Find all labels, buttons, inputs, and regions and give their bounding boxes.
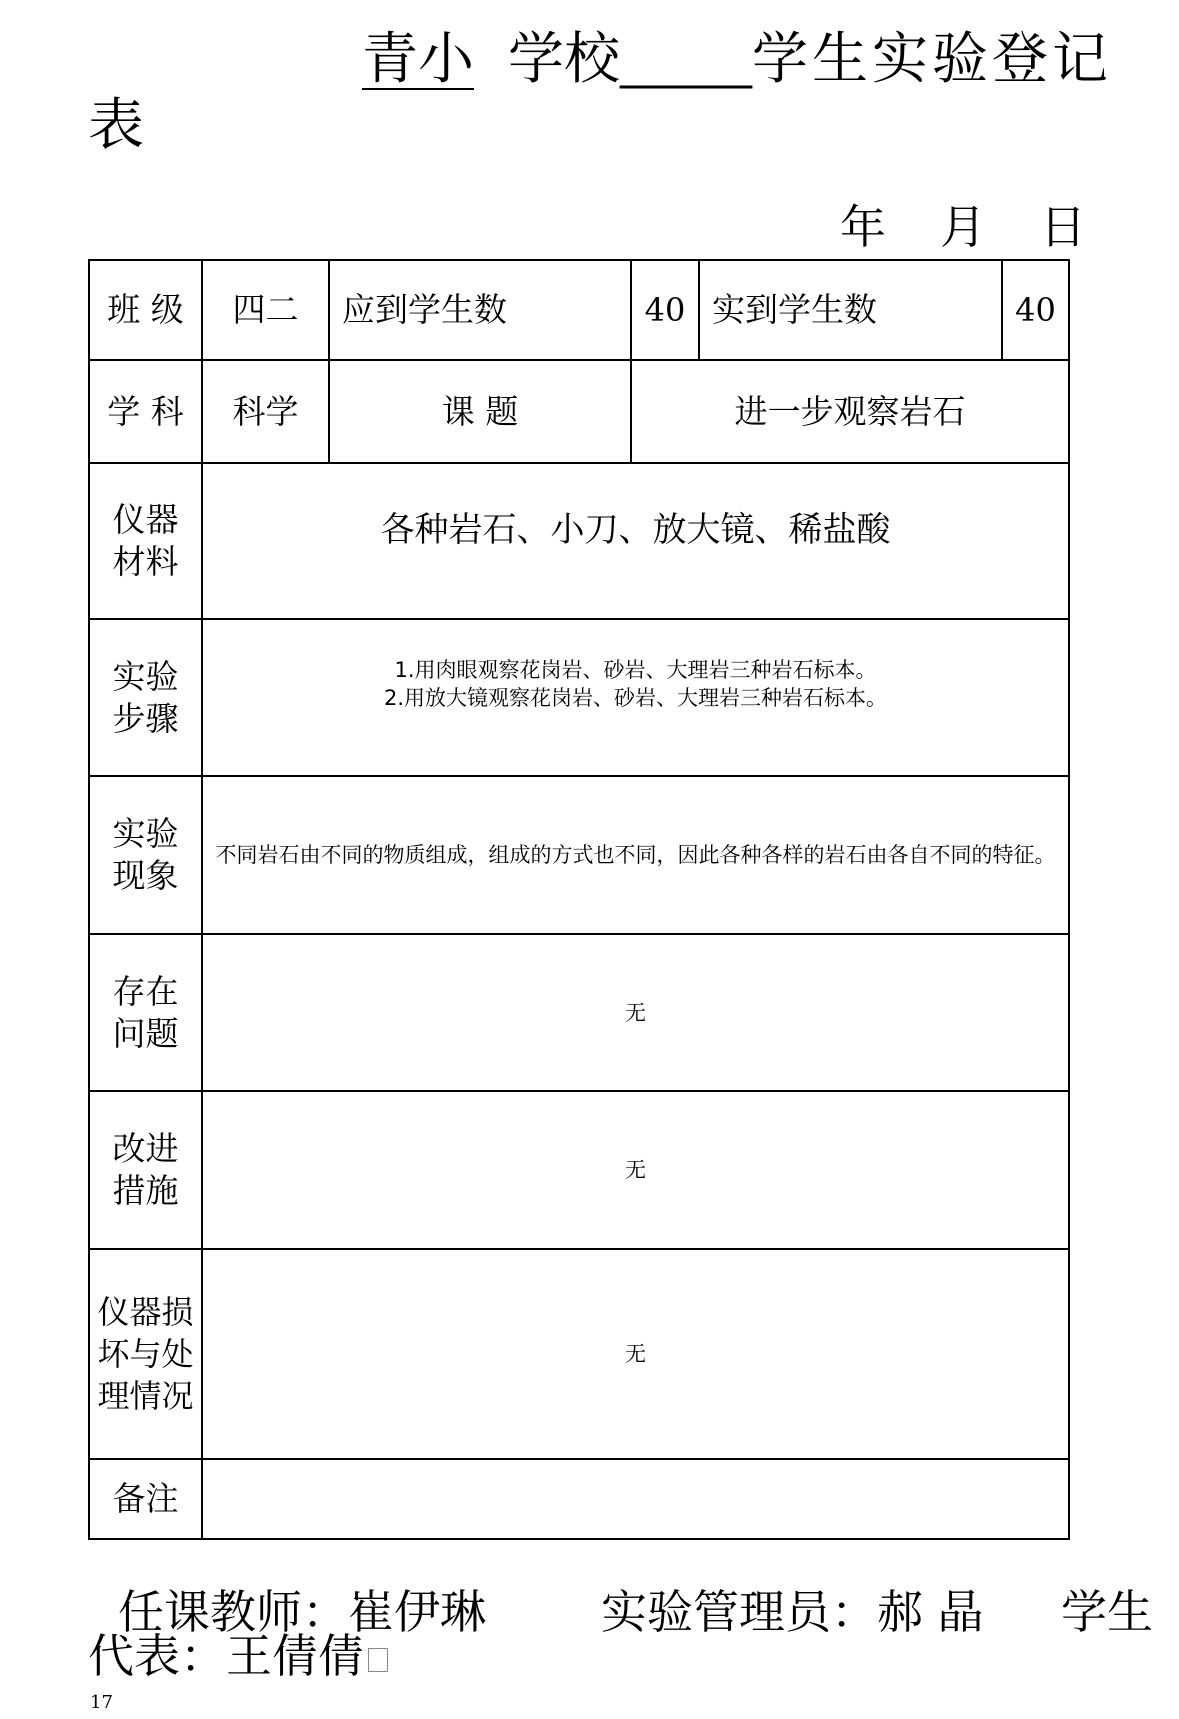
student-representative: 代表：王倩倩 <box>88 1629 364 1683</box>
topic-value: 进一步观察岩石 <box>631 360 1069 463</box>
subject-value: 科学 <box>202 360 329 463</box>
improve-label: 改进 措施 <box>89 1091 202 1249</box>
row-steps <box>89 619 1069 776</box>
page-number: 17 <box>90 1692 113 1713</box>
remarks-value <box>202 1459 1069 1539</box>
date-month: 月 <box>940 200 986 254</box>
row-phenomenon <box>89 776 1069 934</box>
materials-label: 仪器 材料 <box>89 463 202 619</box>
class-label: 班 级 <box>89 260 202 360</box>
admin-signature: 实验管理员：郝 晶 <box>601 1585 984 1639</box>
expected-label: 应到学生数 <box>329 260 631 360</box>
subject-label: 学 科 <box>89 360 202 463</box>
step-1: 1.用肉眼观察花岗岩、砂岩、大理岩三种岩石标本。 <box>394 658 877 682</box>
date-year: 年 <box>840 200 886 254</box>
expected-value: 40 <box>631 260 699 360</box>
row-subject <box>89 360 1069 463</box>
problems-label: 存在 问题 <box>89 934 202 1091</box>
teacher-signature: 任课教师：崔伊琳 <box>118 1585 486 1639</box>
row-remarks <box>89 1459 1069 1539</box>
phenomenon-label: 实验 现象 <box>89 776 202 934</box>
date-line <box>840 192 1090 262</box>
problems-value: 无 <box>202 934 1069 1091</box>
class-value: 四二 <box>202 260 329 360</box>
student-prefix: 学生 <box>1061 1585 1153 1639</box>
steps-value <box>202 619 1069 776</box>
row-improve <box>89 1091 1069 1249</box>
topic-label: 课 题 <box>329 360 631 463</box>
form-title <box>90 20 1170 100</box>
title-rest: 学生实验登记 <box>752 27 1112 92</box>
school-name: 青小 <box>362 27 474 92</box>
improve-value: 无 <box>202 1091 1069 1249</box>
school-suffix: 学校 <box>508 27 620 92</box>
actual-value: 40 <box>1002 260 1069 360</box>
row-materials <box>89 463 1069 619</box>
signature-line-2 <box>88 1624 388 1688</box>
row-problems <box>89 934 1069 1091</box>
damage-label: 仪器损 坏与处 理情况 <box>89 1249 202 1459</box>
damage-value: 无 <box>202 1249 1069 1459</box>
experiment-register-table <box>88 259 1070 1540</box>
actual-label: 实到学生数 <box>699 260 1002 360</box>
row-damage <box>89 1249 1069 1459</box>
step-2: 2.用放大镜观察花岗岩、砂岩、大理岩三种岩石标本。 <box>383 686 888 710</box>
remarks-label: 备注 <box>89 1459 202 1539</box>
phenomenon-value: 不同岩石由不同的物质组成，组成的方式也不同，因此各种各样的岩石由各自不同的特征。 <box>202 776 1069 934</box>
date-day: 日 <box>1040 200 1086 254</box>
row-class <box>89 260 1069 360</box>
title-blank: ______ <box>620 38 752 89</box>
materials-value: 各种岩石、小刀、放大镜、稀盐酸 <box>202 463 1069 619</box>
placeholder-box-icon <box>368 1648 388 1672</box>
form-title-line2: 表 <box>88 93 144 158</box>
steps-label: 实验 步骤 <box>89 619 202 776</box>
